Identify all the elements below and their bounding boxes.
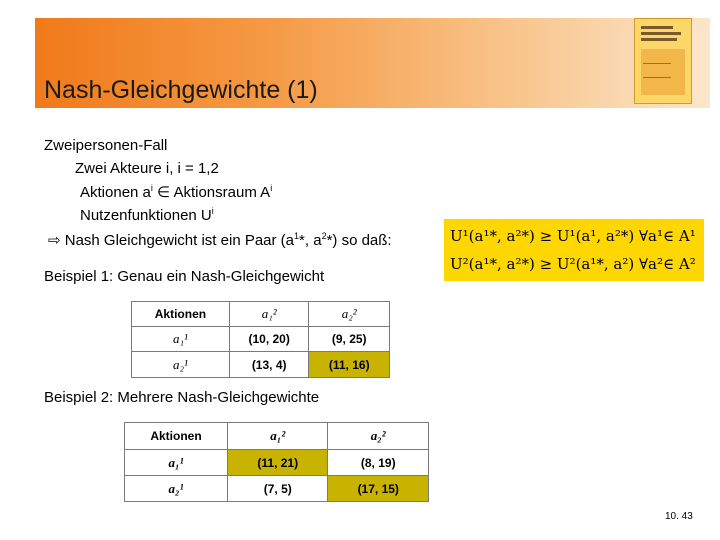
table-cell: (10, 20) bbox=[229, 327, 309, 352]
table-row-label: a₁¹ bbox=[125, 450, 228, 476]
table-header-cell: a₁² bbox=[228, 423, 328, 450]
table-row-label: a₂¹ bbox=[132, 352, 230, 378]
text-aktionen: Aktionen $a^i$ ∈ Aktionsraum $A^i$ bbox=[80, 183, 273, 201]
table-row-label: a₁¹ bbox=[132, 327, 230, 352]
table-cell-equilibrium: (17, 15) bbox=[328, 476, 429, 502]
page-number: 10. 43 bbox=[665, 511, 693, 522]
arrow-right-icon: ⇨ bbox=[48, 232, 61, 249]
table-cell: (9, 25) bbox=[309, 327, 390, 352]
table-cell: (13, 4) bbox=[229, 352, 309, 378]
text-nutzenfunktionen: Nutzenfunktionen $U^i$ bbox=[80, 206, 214, 224]
heading-beispiel-2: Beispiel 2: Mehrere Nash-Gleichgewichte bbox=[44, 389, 320, 406]
table-header-cell: Aktionen bbox=[125, 423, 228, 450]
text-zweipersonen: Zweipersonen-Fall bbox=[44, 137, 168, 154]
table-cell-equilibrium: (11, 16) bbox=[309, 352, 390, 378]
table-header-cell: a₁² bbox=[229, 302, 309, 327]
table-cell: (7, 5) bbox=[228, 476, 328, 502]
heading-beispiel-1: Beispiel 1: Genau ein Nash-Gleichgewicht bbox=[44, 268, 325, 285]
table-header-cell: a₂² bbox=[309, 302, 390, 327]
page-title: Nash-Gleichgewichte (1) bbox=[44, 76, 318, 104]
table-header-cell: a₂² bbox=[328, 423, 429, 450]
text-nash-definition: ⇨ Nash Gleichgewicht ist ein Paar ($a^1*$, $a^2*$) so daß: bbox=[48, 231, 392, 249]
book-cover-thumbnail bbox=[634, 18, 692, 104]
table-cell-equilibrium: (11, 21) bbox=[228, 450, 328, 476]
payoff-table-2 bbox=[124, 422, 429, 502]
formula-row-2: U²(a¹*, a²*) ≥ U²(a¹*, a²) ∀a²∈ A² bbox=[450, 255, 696, 273]
payoff-table-1 bbox=[131, 301, 390, 378]
nash-formula-box bbox=[444, 219, 704, 281]
table-header-cell: Aktionen bbox=[132, 302, 230, 327]
table-row-label: a₂¹ bbox=[125, 476, 228, 502]
table-cell: (8, 19) bbox=[328, 450, 429, 476]
text-akteure: Zwei Akteure i, i = 1,2 bbox=[75, 160, 219, 177]
formula-row-1: U¹(a¹*, a²*) ≥ U¹(a¹, a²*) ∀a¹∈ A¹ bbox=[450, 227, 696, 245]
